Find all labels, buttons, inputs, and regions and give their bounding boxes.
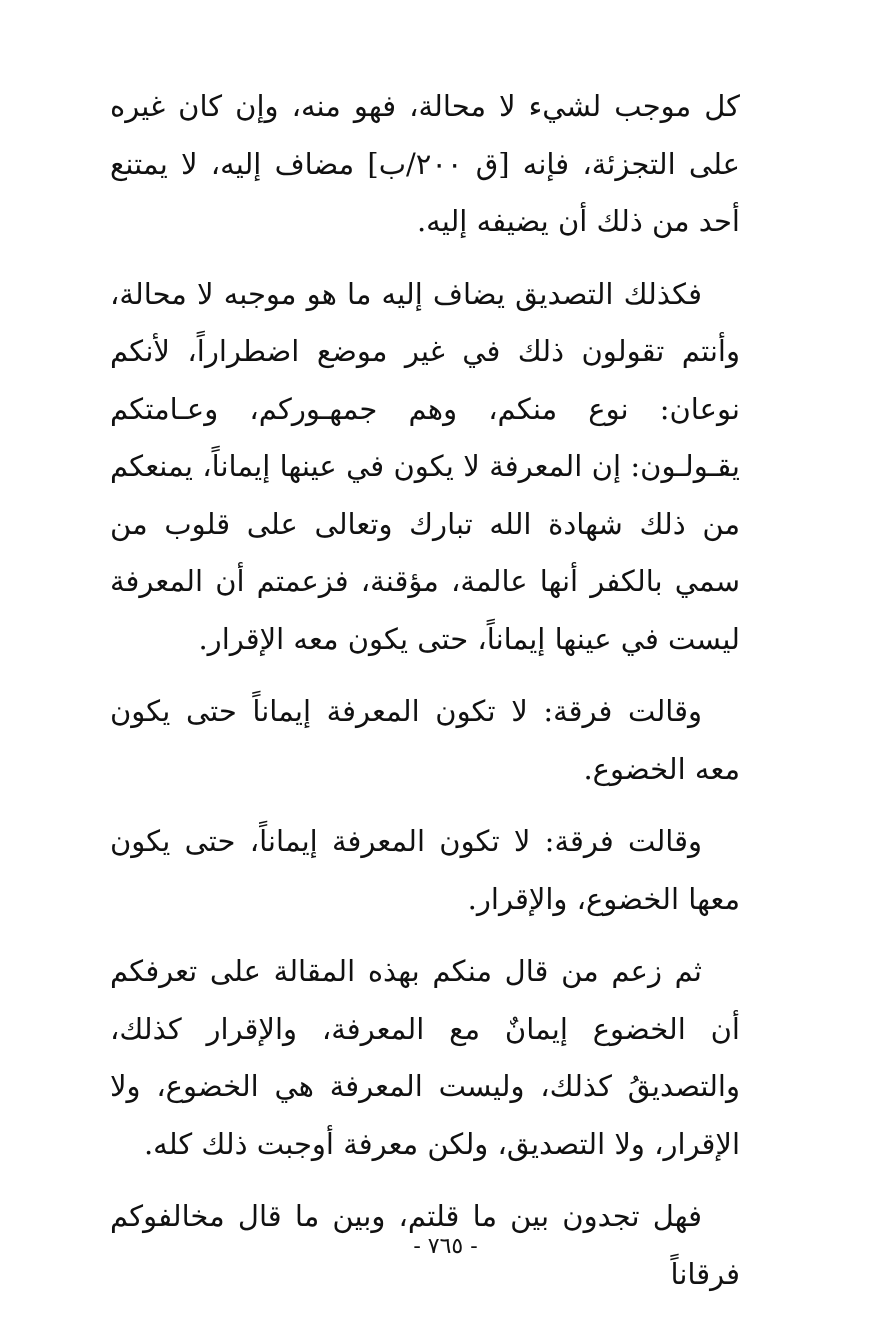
paragraph-6: فهل تجدون بين ما قلتم، وبين ما قال مخالفوكم فرقاناً xyxy=(110,1199,740,1291)
page-number: - ٧٦٥ - xyxy=(413,1234,478,1259)
paragraph-2: فكذلك التصديق يضاف إليه ما هو موجبه لا محالة، وأنتم تقولون ذلك في غير موضع اضطراراً، لأنكم نوعان: نوع منكم، وهم جمهـورکم، وعـامتكم يقـولـون: إن المعرفة لا يكون في عينها إيماناً، يمنعكم من ذلك شهادة الله تبارك وتعالى على قلوب من سمي بالكفر أنها عالمة، مؤقنة، فزعمتم أن المعرفة ليست في عينها إيماناً، حتى يكون معه الإقرار. xyxy=(110,276,740,656)
body-text xyxy=(110,78,740,1318)
paragraph-3: وقالت فرقة: لا تكون المعرفة إيماناً حتى يكون معه الخضوع. xyxy=(110,694,740,786)
paragraph-1: كل موجب لشيء لا محالة، فهو منه، وإن كان غيره على التجزئة، فإنه [ق ٢٠٠/ب] مضاف إليه، لا يمتنع أحد من ذلك أن يضيفه إليه. xyxy=(110,89,740,238)
paragraph-4: وقالت فرقة: لا تكون المعرفة إيماناً، حتى يكون معها الخضوع، والإقرار. xyxy=(110,824,740,916)
paragraph-5: ثم زعم من قال منكم بهذه المقالة على تعرفكم أن الخضوع إيمانٌ مع المعرفة، والإقرار كذلك، والتصديقُ كذلك، وليست المعرفة هي الخضوع، ولا الإقرار، ولا التصديق، ولكن معرفة أوجبت ذلك كله. xyxy=(110,954,740,1161)
